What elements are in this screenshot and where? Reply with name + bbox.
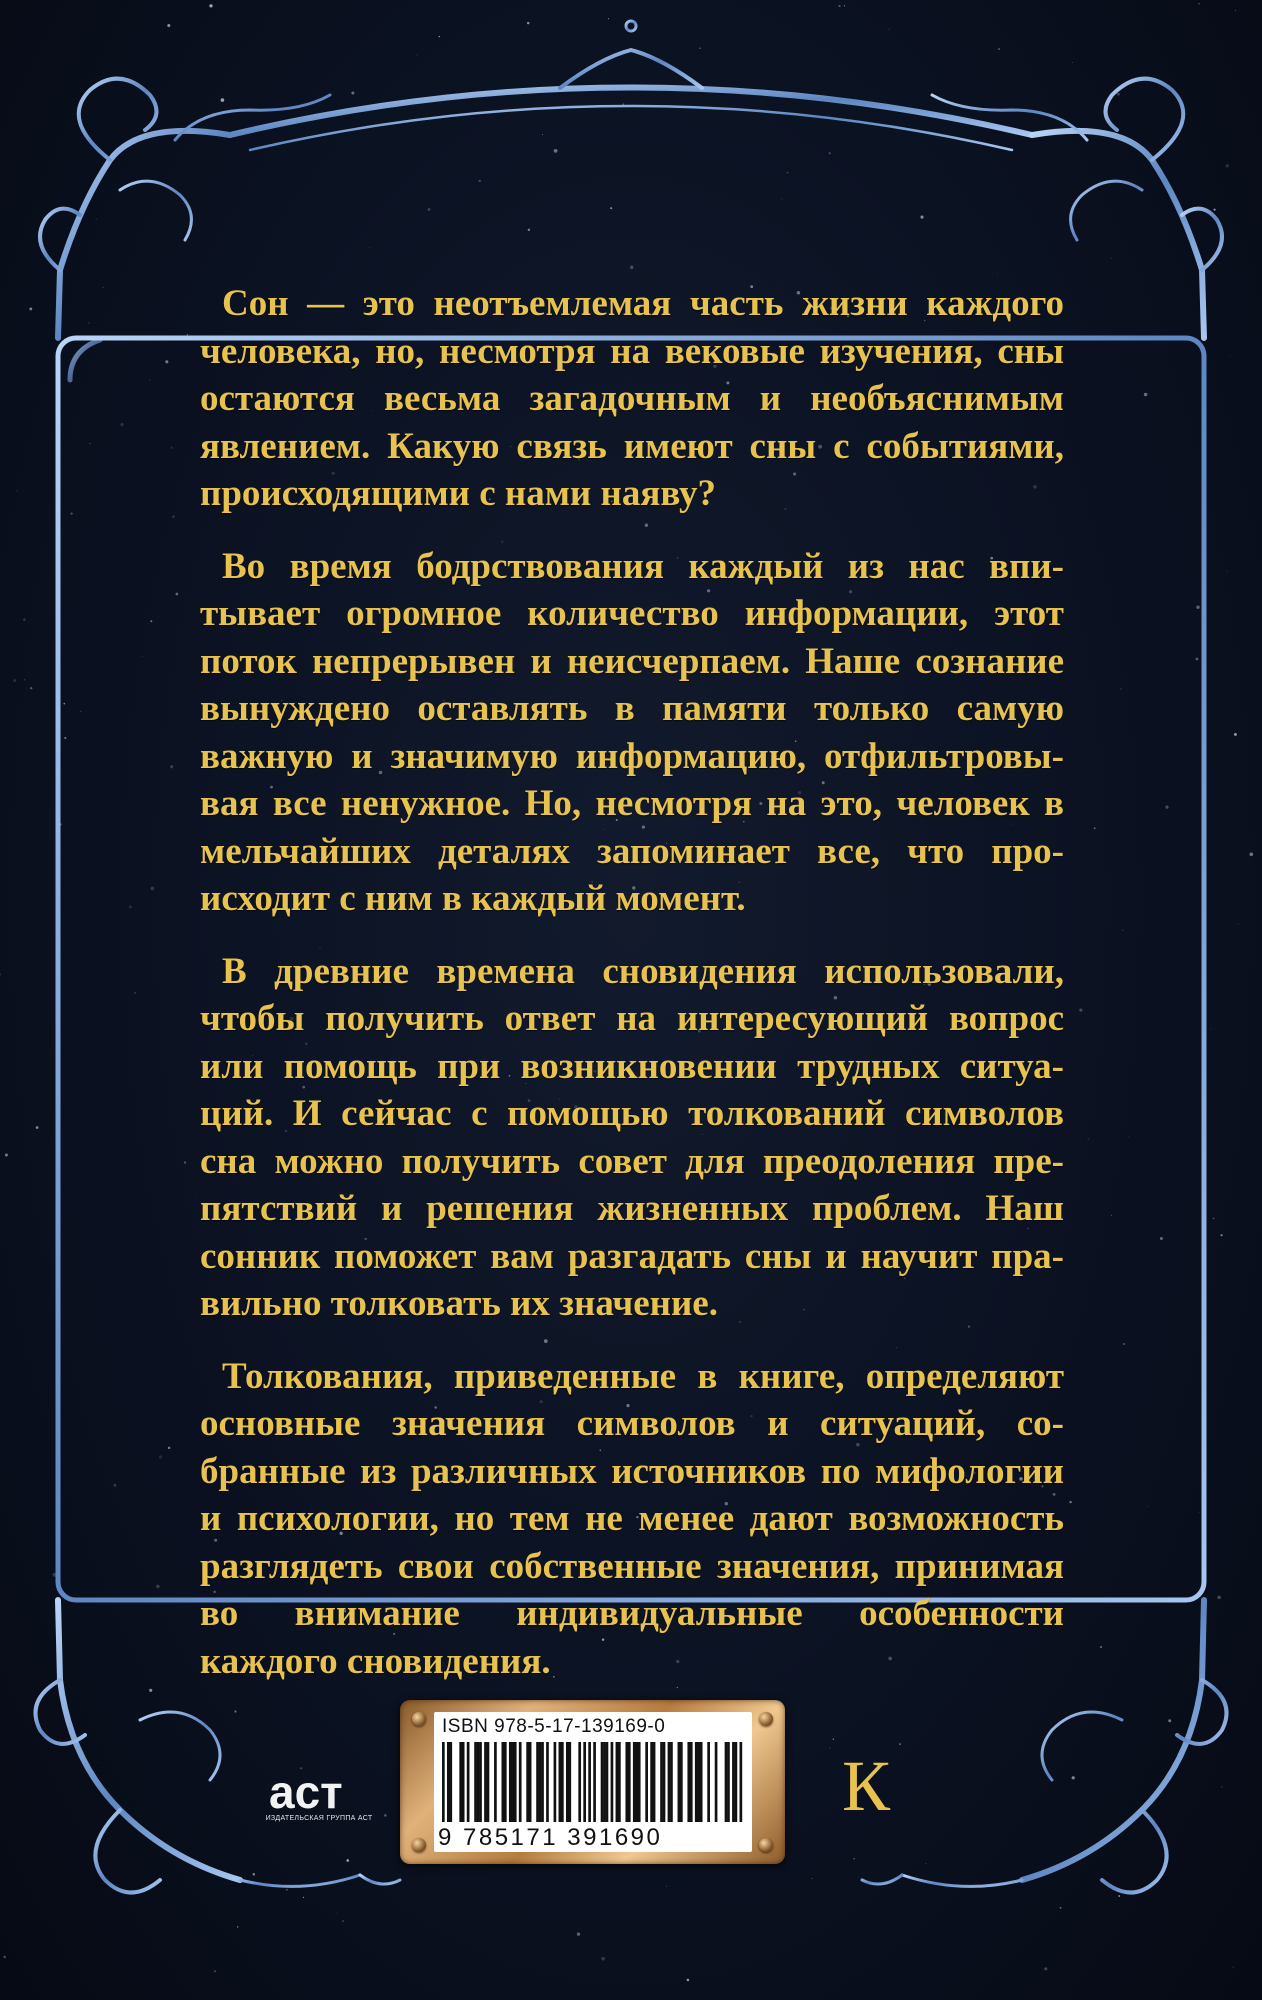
paragraph-3: В древние времена сновидения использовали, чтобы получить ответ на интересующий вопрос или помощь при возникновении трудных ситуаций. И сейчас с помощью толкований символов сна можно получить совет для преодоления препятствий и решения жизненных проблем. Наш сонник поможет вам разгадать сны и научит правильно толковать их значение. (200, 950, 1064, 1324)
ean-digits: 9 785171 391690 (438, 1824, 663, 1851)
ast-logo-text: аст (269, 1766, 343, 1818)
paragraph-2: Во время бодрствования каждый из нас впитывает огромное количество информации, этот поток непрерывен и неисчерпаем. Наше сознание вынуждено оставлять в памяти только самую важную и значимую информацию, отфильтровывая все ненужное. Но, несмотря на это, человек в мельчайших деталях запоминает все, что происходит с ним в каждый момент. (200, 545, 1064, 919)
ast-logo-caption: ИЗДАТЕЛЬСКАЯ ГРУППА АСТ (265, 1815, 373, 1822)
k-imprint-logo (840, 1740, 900, 1830)
barcode (440, 1742, 746, 1824)
ast-logo (265, 1738, 375, 1838)
rivet (759, 1712, 773, 1726)
k-imprint-letter: К (842, 1746, 891, 1826)
barcode-plate (400, 1700, 785, 1864)
isbn-text: ISBN 978-5-17-139169-0 (442, 1716, 666, 1737)
rivet (412, 1712, 426, 1726)
rivet (759, 1838, 773, 1852)
rivet (412, 1838, 426, 1852)
blurb-text (200, 280, 1064, 1710)
paragraph-1: Сон — это неотъемлемая часть жизни каждого человека, но, несмотря на вековые изучения, сны остаются весьма загадочным и необъяснимым явлением. Какую связь имеют сны с событиями, происходящими с нами наяву? (200, 283, 1064, 514)
paragraph-4: Толкования, приведенные в книге, определяют основные значения символов и ситуаций, собранные из различных источников по мифологии и психологии, но тем не менее дают возможность разглядеть свои собственные значения, принимая во внимание индивидуальные особенности каждого сновидения. (200, 1355, 1064, 1682)
barcode-label (434, 1712, 752, 1852)
